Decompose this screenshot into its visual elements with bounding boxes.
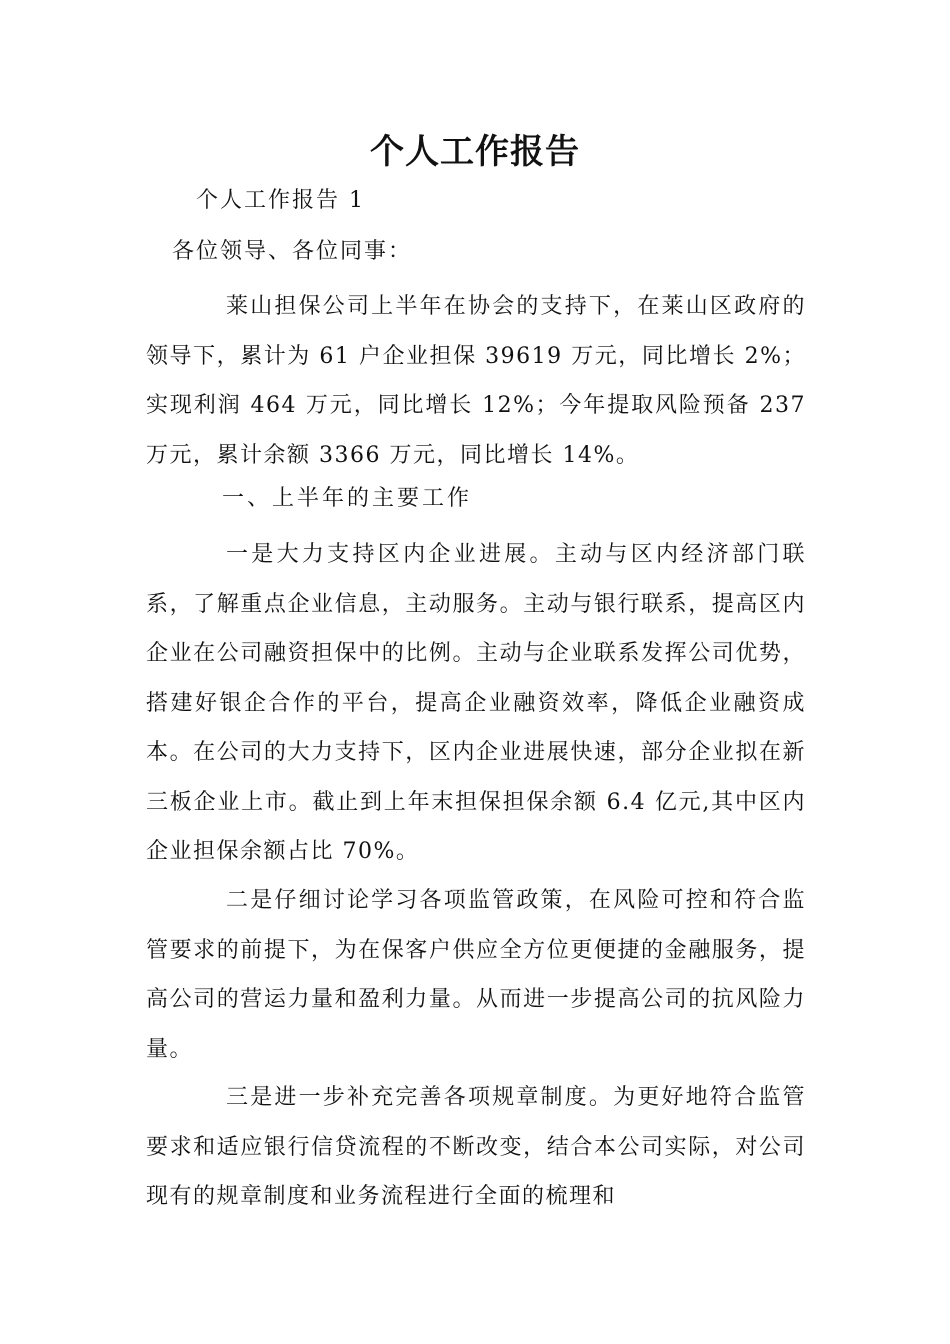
paragraph-item-3: 三是进一步补充完善各项规章制度。为更好地符合监管要求和适应银行信贷流程的不断改变，结合本公司实际，对公司现有的规章制度和业务流程进行全面的梳理和	[146, 1085, 806, 1209]
paragraph-item-1: 一是大力支持区内企业进展。主动与区内经济部门联系，了解重点企业信息，主动服务。主动与银行联系，提高区内企业在公司融资担保中的比例。主动与企业联系发挥公司优势，搭建好银企合作的平台，提高企业融资效率，降低企业融资成本。在公司的大力支持下，区内企业进展快速，部分企业拟在新三板企业上市。截止到上年末担保担保余额 6.4 亿元,其中区内企业担保余额占比 70%。	[146, 542, 806, 864]
paragraph-summary: 莱山担保公司上半年在协会的支持下，在莱山区政府的领导下，累计为 61 户企业担保 39619 万元，同比增长 2%；实现利润 464 万元，同比增长 12%；今年提取风险预备 237 万元，累计余额 3366 万元，同比增长 14%。	[146, 294, 806, 468]
paragraph-item-2: 二是仔细讨论学习各项监管政策，在风险可控和符合监管要求的前提下，为在保客户供应全方位更便捷的金融服务，提高公司的营运力量和盈利力量。从而进一步提高公司的抗风险力量。	[146, 888, 806, 1062]
greeting: 各位领导、各位同事：	[172, 239, 413, 264]
document-title: 个人工作报告	[370, 132, 580, 172]
section-heading: 一、上半年的主要工作	[222, 486, 473, 511]
document-subtitle: 个人工作报告 1	[196, 188, 365, 213]
